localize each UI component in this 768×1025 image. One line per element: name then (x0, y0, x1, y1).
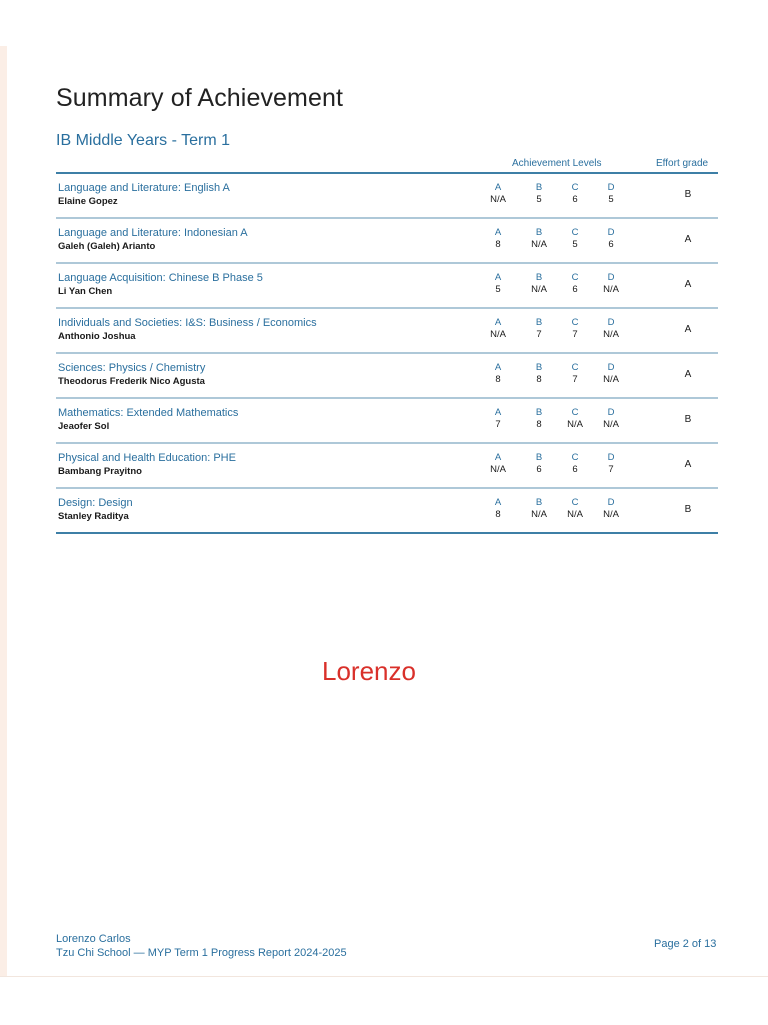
criterion-letter: B (535, 182, 543, 193)
criterion-score: N/A (531, 284, 547, 295)
criterion-letter: C (571, 272, 579, 283)
criterion-score: 5 (608, 194, 614, 205)
criterion-c (560, 497, 590, 521)
criterion-letter: B (535, 362, 543, 373)
criterion-d (596, 317, 626, 341)
criterion-d (596, 272, 626, 296)
teacher-name: Anthonio Joshua (58, 331, 136, 342)
criterion-c (560, 452, 590, 476)
criterion-c (560, 227, 590, 251)
criterion-a (483, 272, 513, 296)
criterion-score: 5 (536, 194, 542, 205)
criterion-c (560, 317, 590, 341)
criterion-letter: D (607, 362, 615, 373)
teacher-name: Elaine Gopez (58, 196, 118, 207)
criterion-a (483, 497, 513, 521)
criterion-score: 6 (572, 284, 578, 295)
criterion-score: 5 (495, 284, 501, 295)
table-header (56, 156, 718, 174)
page-edge (0, 46, 7, 976)
criterion-letter: A (494, 497, 502, 508)
subject-name: Design: Design (58, 497, 133, 509)
teacher-name: Galeh (Galeh) Arianto (58, 241, 156, 252)
criterion-a (483, 317, 513, 341)
effort-grade: A (684, 234, 692, 245)
criterion-score: N/A (531, 239, 547, 250)
page-subtitle: IB Middle Years - Term 1 (56, 132, 231, 149)
criterion-c (560, 362, 590, 386)
criterion-letter: D (607, 272, 615, 283)
criterion-a (483, 227, 513, 251)
criterion-letter: D (607, 452, 615, 463)
criterion-score: 7 (536, 329, 542, 340)
criterion-a (483, 182, 513, 206)
criterion-score: 8 (536, 374, 542, 385)
teacher-name: Theodorus Frederik Nico Agusta (58, 376, 205, 387)
criterion-letter: A (494, 317, 502, 328)
effort-grade: B (684, 414, 692, 425)
student-signature: Lorenzo (322, 656, 416, 686)
criterion-c (560, 182, 590, 206)
subject-name: Physical and Health Education: PHE (58, 452, 236, 464)
effort-grade-header: Effort grade (656, 158, 709, 169)
criterion-letter: C (571, 317, 579, 328)
subject-name: Individuals and Societies: I&S: Business / Economics (58, 317, 317, 329)
table-row (56, 444, 718, 489)
criterion-b (524, 452, 554, 476)
criterion-letter: D (607, 497, 615, 508)
table-row (56, 264, 718, 309)
criterion-b (524, 407, 554, 431)
criterion-letter: A (494, 272, 502, 283)
teacher-name: Bambang Prayitno (58, 466, 142, 477)
criterion-score: N/A (603, 374, 619, 385)
criterion-letter: C (571, 362, 579, 373)
criterion-letter: C (571, 182, 579, 193)
criterion-score: N/A (603, 284, 619, 295)
bottom-band (0, 976, 768, 1025)
criterion-b (524, 227, 554, 251)
subject-name: Mathematics: Extended Mathematics (58, 407, 239, 419)
criterion-score: 6 (608, 239, 614, 250)
criterion-b (524, 362, 554, 386)
footer-student-name: Lorenzo Carlos (56, 933, 131, 945)
criterion-score: N/A (603, 329, 619, 340)
criterion-letter: C (571, 227, 579, 238)
criterion-letter: D (607, 407, 615, 418)
criterion-letter: B (535, 407, 543, 418)
criterion-score: N/A (490, 464, 506, 475)
criterion-score: N/A (490, 329, 506, 340)
table-row (56, 399, 718, 444)
criterion-letter: A (494, 362, 502, 373)
criterion-letter: B (535, 317, 543, 328)
effort-grade: B (684, 189, 692, 200)
criterion-a (483, 362, 513, 386)
criterion-letter: A (494, 452, 502, 463)
criterion-letter: B (535, 452, 543, 463)
criterion-b (524, 272, 554, 296)
criterion-d (596, 452, 626, 476)
teacher-name: Jeaofer Sol (58, 421, 110, 432)
teacher-name: Li Yan Chen (58, 286, 113, 297)
criterion-score: 6 (536, 464, 542, 475)
criterion-letter: C (571, 452, 579, 463)
criterion-a (483, 452, 513, 476)
criterion-c (560, 407, 590, 431)
effort-grade: A (684, 459, 692, 470)
criterion-score: N/A (603, 509, 619, 520)
criterion-b (524, 497, 554, 521)
effort-grade: A (684, 369, 692, 380)
footer-report-name: Tzu Chi School — MYP Term 1 Progress Report 2024-2025 (56, 947, 347, 959)
criterion-score: N/A (567, 509, 583, 520)
criterion-score: N/A (490, 194, 506, 205)
criterion-letter: D (607, 182, 615, 193)
criterion-score: 8 (536, 419, 542, 430)
table-body (56, 174, 718, 534)
criterion-letter: B (535, 497, 543, 508)
page-title: Summary of Achievement (56, 84, 344, 112)
criterion-letter: D (607, 227, 615, 238)
criterion-score: 6 (572, 464, 578, 475)
footer-left (56, 932, 347, 960)
subject-name: Language and Literature: English A (58, 182, 230, 194)
criterion-score: 8 (495, 239, 501, 250)
criterion-d (596, 497, 626, 521)
criterion-d (596, 227, 626, 251)
criterion-letter: A (494, 227, 502, 238)
achievement-levels-header: Achievement Levels (512, 158, 602, 169)
criterion-score: 6 (572, 194, 578, 205)
criterion-letter: D (607, 317, 615, 328)
criterion-letter: A (494, 182, 502, 193)
effort-grade: B (684, 504, 692, 515)
criterion-letter: C (571, 497, 579, 508)
criterion-a (483, 407, 513, 431)
effort-grade: A (684, 279, 692, 290)
criterion-letter: A (494, 407, 502, 418)
criterion-score: N/A (567, 419, 583, 430)
criterion-d (596, 362, 626, 386)
criterion-score: 7 (572, 374, 578, 385)
criterion-score: N/A (603, 419, 619, 430)
subject-name: Sciences: Physics / Chemistry (58, 362, 206, 374)
subject-name: Language and Literature: Indonesian A (58, 227, 248, 239)
criterion-letter: C (571, 407, 579, 418)
criterion-d (596, 407, 626, 431)
table-row (56, 354, 718, 399)
criterion-letter: B (535, 227, 543, 238)
criterion-letter: B (535, 272, 543, 283)
criterion-b (524, 317, 554, 341)
table-row (56, 489, 718, 534)
achievement-table (56, 156, 718, 534)
criterion-score: 8 (495, 509, 501, 520)
criterion-score: 7 (495, 419, 501, 430)
table-row (56, 219, 718, 264)
criterion-d (596, 182, 626, 206)
criterion-b (524, 182, 554, 206)
teacher-name: Stanley Raditya (58, 511, 129, 522)
effort-grade: A (684, 324, 692, 335)
criterion-score: 5 (572, 239, 578, 250)
criterion-c (560, 272, 590, 296)
table-row (56, 309, 718, 354)
footer-page-number: Page 2 of 13 (654, 938, 717, 950)
criterion-score: 7 (608, 464, 614, 475)
subject-name: Language Acquisition: Chinese B Phase 5 (58, 272, 263, 284)
criterion-score: 7 (572, 329, 578, 340)
table-row (56, 174, 718, 219)
criterion-score: 8 (495, 374, 501, 385)
criterion-score: N/A (531, 509, 547, 520)
